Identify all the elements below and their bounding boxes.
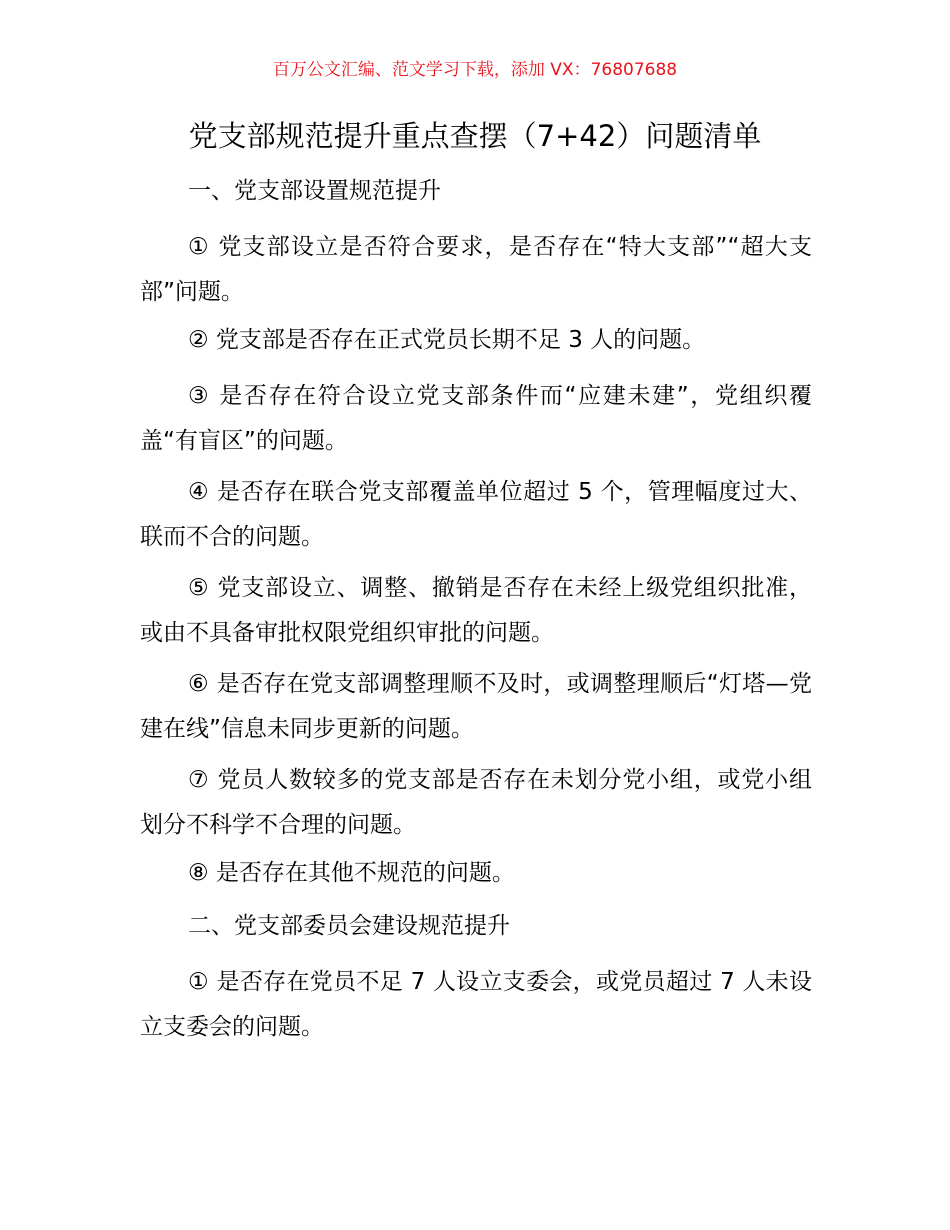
section-1-item-3: ③ 是否存在符合设立党支部条件而“应建未建”，党组织覆盖“有盲区”的问题。 xyxy=(140,383,812,454)
section-1-item-4: ④ 是否存在联合党支部覆盖单位超过 5 个，管理幅度过大、联而不合的问题。 xyxy=(140,479,812,550)
document-body xyxy=(140,172,812,1056)
header-banner: 百万公文汇编、范文学习下载，添加 VX：76807688 xyxy=(272,60,678,80)
section-1-item-8: ⑧ 是否存在其他不规范的问题。 xyxy=(188,860,515,886)
section-1-item-7: ⑦ 党员人数较多的党支部是否存在未划分党小组，或党小组划分不科学不合理的问题。 xyxy=(140,767,812,838)
section-heading-1: 一、党支部设置规范提升 xyxy=(188,178,441,204)
section-1-item-2: ② 党支部是否存在正式党员长期不足 3 人的问题。 xyxy=(188,327,706,353)
document-title: 党支部规范提升重点查摆（7+42）问题清单 xyxy=(188,119,762,153)
section-2-item-1: ① 是否存在党员不足 7 人设立支委会，或党员超过 7 人未设立支委会的问题。 xyxy=(140,969,812,1040)
section-1-item-1: ① 党支部设立是否符合要求，是否存在“特大支部”“超大支部”问题。 xyxy=(140,234,812,305)
section-heading-2: 二、党支部委员会建设规范提升 xyxy=(188,913,510,939)
section-1-item-5: ⑤ 党支部设立、调整、撤销是否存在未经上级党组织批准，或由不具备审批权限党组织审批的问题。 xyxy=(140,575,812,646)
section-1-item-6: ⑥ 是否存在党支部调整理顺不及时，或调整理顺后“灯塔—党建在线”信息未同步更新的问题。 xyxy=(140,671,812,742)
